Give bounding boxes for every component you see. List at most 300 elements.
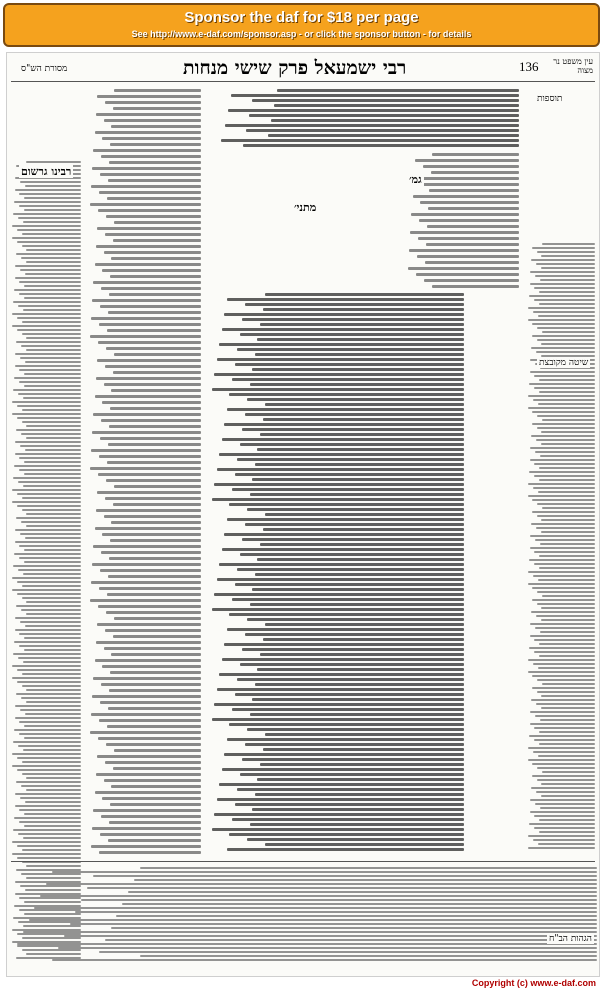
text-line — [108, 707, 201, 710]
text-line — [105, 365, 201, 368]
text-line — [250, 713, 464, 716]
text-line — [23, 309, 81, 311]
text-line — [109, 821, 201, 824]
text-line — [532, 323, 595, 325]
text-line — [106, 347, 201, 350]
text-line — [263, 418, 464, 421]
text-line — [19, 381, 81, 383]
text-line — [235, 583, 465, 586]
text-line — [528, 395, 595, 397]
text-line — [17, 769, 81, 771]
text-line — [96, 245, 201, 248]
text-line — [95, 131, 201, 134]
text-line — [247, 838, 464, 841]
text-line — [15, 717, 82, 719]
text-line — [100, 569, 201, 572]
text-line — [245, 633, 464, 636]
text-line — [540, 631, 595, 633]
text-line — [19, 469, 81, 471]
text-line — [15, 277, 82, 279]
text-line — [530, 447, 595, 449]
text-line — [229, 723, 464, 726]
text-line — [17, 405, 81, 407]
text-line — [15, 353, 81, 355]
text-line — [235, 803, 465, 806]
text-line — [15, 529, 81, 531]
text-line — [249, 114, 519, 117]
text-line — [26, 249, 81, 251]
text-line — [537, 691, 595, 693]
text-line — [530, 371, 595, 373]
text-line — [18, 217, 81, 219]
text-line — [13, 389, 81, 391]
text-line — [528, 483, 595, 485]
text-line — [423, 165, 519, 168]
text-line — [26, 777, 81, 779]
text-line — [532, 511, 595, 513]
text-line — [87, 887, 597, 889]
text-line — [530, 811, 595, 813]
text-line — [229, 613, 464, 616]
text-line — [532, 775, 595, 777]
text-line — [257, 558, 464, 561]
text-line — [22, 233, 81, 235]
text-line — [217, 358, 464, 361]
text-line — [237, 458, 464, 461]
text-line — [114, 617, 201, 620]
text-line — [91, 317, 201, 320]
text-line — [102, 533, 201, 536]
text-line — [260, 653, 464, 656]
text-line — [12, 665, 81, 667]
text-line — [539, 467, 595, 469]
text-line — [16, 341, 81, 343]
text-line — [95, 659, 201, 662]
text-line — [530, 459, 595, 461]
text-line — [109, 425, 201, 428]
text-line — [96, 377, 201, 380]
text-line — [17, 493, 81, 495]
text-line — [114, 749, 201, 752]
text-line — [531, 787, 595, 789]
text-line — [107, 593, 201, 596]
text-line — [12, 401, 81, 403]
text-line — [111, 389, 201, 392]
text-line — [252, 368, 464, 371]
text-line — [212, 498, 464, 501]
text-line — [528, 747, 595, 749]
text-line — [427, 225, 519, 228]
text-line — [114, 89, 201, 92]
text-line — [91, 581, 201, 584]
text-line — [99, 719, 201, 722]
text-line — [532, 599, 595, 601]
text-line — [531, 435, 595, 437]
text-line — [114, 221, 201, 224]
text-line — [538, 403, 595, 405]
text-line — [21, 521, 81, 523]
text-line — [24, 637, 81, 639]
text-line — [18, 657, 81, 659]
text-line — [12, 577, 81, 579]
text-line — [81, 899, 597, 901]
text-line — [19, 193, 81, 195]
text-line — [530, 635, 595, 637]
text-line — [22, 321, 81, 323]
text-line — [99, 951, 597, 953]
text-line — [99, 455, 201, 458]
page-footer — [6, 978, 600, 990]
text-line — [533, 487, 595, 489]
text-line — [541, 783, 595, 785]
text-line — [22, 497, 81, 499]
text-line — [26, 789, 81, 791]
text-line — [536, 703, 595, 705]
text-line — [90, 731, 201, 734]
text-line — [15, 441, 81, 443]
text-line — [98, 737, 201, 740]
text-line — [533, 663, 595, 665]
text-line — [247, 398, 464, 401]
text-line — [17, 857, 81, 859]
text-line — [531, 699, 595, 701]
text-line — [540, 807, 595, 809]
text-line — [265, 403, 464, 406]
text-line — [257, 448, 464, 451]
text-line — [222, 328, 464, 331]
text-line — [19, 733, 81, 735]
text-line — [534, 815, 595, 817]
text-line — [18, 393, 81, 395]
text-line — [24, 549, 81, 551]
text-line — [532, 675, 595, 677]
text-line — [107, 329, 201, 332]
text-line — [539, 291, 595, 293]
text-line — [90, 335, 201, 338]
text-line — [110, 671, 201, 674]
text-line — [25, 625, 81, 627]
text-line — [25, 449, 81, 451]
text-line — [26, 601, 81, 603]
text-line — [532, 423, 595, 425]
text-line — [17, 669, 81, 671]
text-line — [21, 345, 81, 347]
text-line — [21, 697, 81, 699]
text-line — [534, 827, 595, 829]
text-line — [22, 245, 82, 247]
sponsor-subtitle[interactable]: See http://www.e-daf.com/sponsor.asp - or click the sponsor button - for details — [131, 29, 472, 39]
text-line — [23, 485, 81, 487]
text-line — [26, 261, 81, 263]
text-line — [110, 803, 201, 806]
text-line — [16, 517, 81, 519]
text-line — [530, 271, 595, 273]
text-line — [535, 275, 595, 277]
text-line — [227, 848, 464, 851]
text-line — [104, 383, 201, 386]
copyright-text[interactable]: Copyright (c) www.e-daf.com — [471, 978, 596, 988]
text-line — [20, 445, 81, 447]
text-line — [214, 813, 464, 816]
text-line — [22, 585, 81, 587]
text-line — [22, 849, 81, 851]
text-line — [252, 478, 464, 481]
text-line — [24, 297, 81, 299]
text-line — [105, 761, 201, 764]
text-line — [419, 219, 519, 222]
mishnah-label: מתני׳ — [294, 201, 317, 214]
text-line — [25, 361, 81, 363]
text-line — [111, 257, 201, 260]
text-line — [541, 619, 595, 621]
text-line — [64, 935, 597, 937]
text-line — [98, 209, 201, 212]
text-line — [25, 273, 81, 275]
ein-mishpat-label: עין משפט נר מצוה — [553, 57, 593, 75]
text-line — [231, 94, 519, 97]
text-line — [539, 655, 595, 657]
text-line — [23, 661, 81, 663]
text-line — [237, 678, 464, 681]
text-line — [98, 473, 201, 476]
text-line — [40, 895, 597, 897]
text-line — [250, 603, 464, 606]
text-line — [537, 767, 595, 769]
text-line — [106, 743, 201, 746]
text-line — [537, 779, 595, 781]
text-line — [528, 835, 595, 837]
text-line — [17, 943, 597, 945]
text-line — [431, 171, 519, 174]
text-line — [114, 485, 201, 488]
text-line — [13, 829, 81, 831]
text-line — [533, 839, 595, 841]
text-line — [16, 429, 81, 431]
text-line — [104, 251, 201, 254]
running-head: רבי ישמעאל פרק שישי מנחות — [183, 57, 407, 79]
text-line — [106, 479, 201, 482]
text-line — [113, 767, 201, 770]
text-line — [237, 568, 464, 571]
text-line — [111, 927, 597, 929]
text-line — [12, 325, 81, 327]
text-line — [529, 559, 595, 561]
text-line — [26, 613, 81, 615]
text-line — [541, 255, 595, 257]
text-line — [52, 871, 597, 873]
hagahot-label: הגהות הב"ח — [549, 934, 592, 944]
text-line — [24, 813, 81, 815]
text-line — [14, 289, 81, 291]
text-line — [113, 371, 201, 374]
text-line — [219, 343, 464, 346]
text-line — [101, 683, 201, 686]
text-line — [70, 923, 597, 925]
text-line — [12, 413, 81, 415]
text-line — [109, 557, 201, 560]
text-line — [541, 607, 595, 609]
text-line — [542, 771, 595, 773]
text-line — [21, 433, 81, 435]
text-line — [92, 299, 201, 302]
text-line — [110, 143, 201, 146]
text-line — [250, 823, 464, 826]
footnote-rule — [11, 861, 595, 862]
text-line — [99, 191, 201, 194]
text-line — [225, 124, 520, 127]
text-line — [274, 104, 519, 107]
text-line — [19, 633, 81, 635]
text-line — [540, 719, 595, 721]
text-line — [108, 443, 201, 446]
text-line — [529, 647, 595, 649]
text-line — [242, 648, 464, 651]
text-line — [229, 503, 464, 506]
text-line — [12, 677, 81, 679]
text-line — [23, 397, 81, 399]
text-line — [93, 875, 597, 877]
text-line — [538, 579, 595, 581]
text-line — [20, 621, 81, 623]
text-line — [105, 497, 201, 500]
text-line — [537, 251, 595, 253]
text-line — [93, 413, 201, 416]
text-line — [415, 159, 519, 162]
text-line — [12, 225, 81, 227]
text-line — [21, 609, 81, 611]
text-line — [418, 237, 519, 240]
text-line — [18, 305, 81, 307]
text-line — [17, 417, 81, 419]
text-line — [528, 671, 595, 673]
text-line — [17, 593, 81, 595]
text-line — [29, 919, 597, 921]
text-line — [99, 323, 201, 326]
text-line — [17, 845, 81, 847]
text-line — [113, 503, 201, 506]
text-line — [529, 383, 595, 385]
text-line — [24, 373, 81, 375]
page-number: 136 — [519, 59, 539, 74]
text-line — [19, 281, 81, 283]
text-line — [212, 608, 464, 611]
text-line — [16, 253, 81, 255]
text-line — [528, 583, 595, 585]
text-line — [232, 488, 464, 491]
gemara-label: גמ׳ — [409, 173, 422, 186]
text-line — [15, 189, 82, 191]
text-line — [229, 833, 464, 836]
text-line — [17, 317, 81, 319]
text-line — [109, 689, 201, 692]
text-line — [15, 365, 82, 367]
text-line — [22, 421, 82, 423]
text-line — [245, 413, 464, 416]
text-line — [536, 791, 595, 793]
text-line — [21, 785, 81, 787]
text-line — [224, 643, 464, 646]
text-line — [20, 357, 81, 359]
text-line — [92, 167, 201, 170]
text-line — [536, 263, 595, 265]
tosafot-label: תוספות — [537, 94, 563, 104]
text-line — [535, 539, 595, 541]
text-line — [250, 493, 464, 496]
text-line — [12, 765, 81, 767]
text-line — [529, 471, 595, 473]
left-commentary-column — [11, 161, 81, 961]
text-line — [247, 728, 464, 731]
text-line — [242, 758, 464, 761]
text-line — [529, 295, 595, 297]
text-line — [232, 598, 464, 601]
text-line — [535, 715, 595, 717]
text-line — [539, 391, 595, 393]
text-line — [114, 353, 201, 356]
text-line — [252, 588, 464, 591]
tosafot-column — [89, 89, 201, 859]
text-line — [247, 508, 464, 511]
text-line — [224, 423, 464, 426]
text-line — [97, 359, 201, 362]
text-line — [24, 285, 81, 287]
text-line — [97, 623, 201, 626]
text-line — [529, 735, 595, 737]
text-line — [110, 539, 201, 542]
text-line — [530, 547, 595, 549]
text-line — [528, 847, 595, 849]
text-line — [227, 628, 464, 631]
text-line — [12, 589, 81, 591]
text-line — [536, 615, 595, 617]
text-line — [271, 119, 519, 122]
text-line — [25, 185, 81, 187]
text-line — [122, 903, 597, 905]
text-line — [92, 695, 201, 698]
text-line — [530, 283, 595, 285]
text-line — [530, 799, 595, 801]
text-line — [257, 668, 464, 671]
text-line — [107, 197, 201, 200]
text-line — [24, 649, 81, 651]
text-line — [538, 843, 595, 845]
text-line — [541, 707, 595, 709]
rashi-column — [407, 153, 519, 293]
text-line — [542, 243, 595, 245]
text-line — [229, 393, 464, 396]
sponsor-banner[interactable] — [3, 3, 600, 47]
text-line — [105, 233, 201, 236]
text-line — [265, 733, 464, 736]
text-line — [539, 731, 595, 733]
text-line — [530, 723, 595, 725]
text-line — [541, 431, 595, 433]
text-line — [24, 473, 81, 475]
text-line — [219, 453, 464, 456]
text-line — [528, 571, 595, 573]
text-line — [255, 683, 464, 686]
text-line — [96, 641, 201, 644]
text-line — [91, 845, 201, 848]
text-line — [22, 333, 82, 335]
text-line — [268, 134, 519, 137]
text-line — [539, 819, 595, 821]
text-line — [235, 363, 465, 366]
text-line — [16, 605, 81, 607]
text-line — [20, 709, 81, 711]
text-line — [20, 797, 81, 799]
text-line — [541, 343, 595, 345]
